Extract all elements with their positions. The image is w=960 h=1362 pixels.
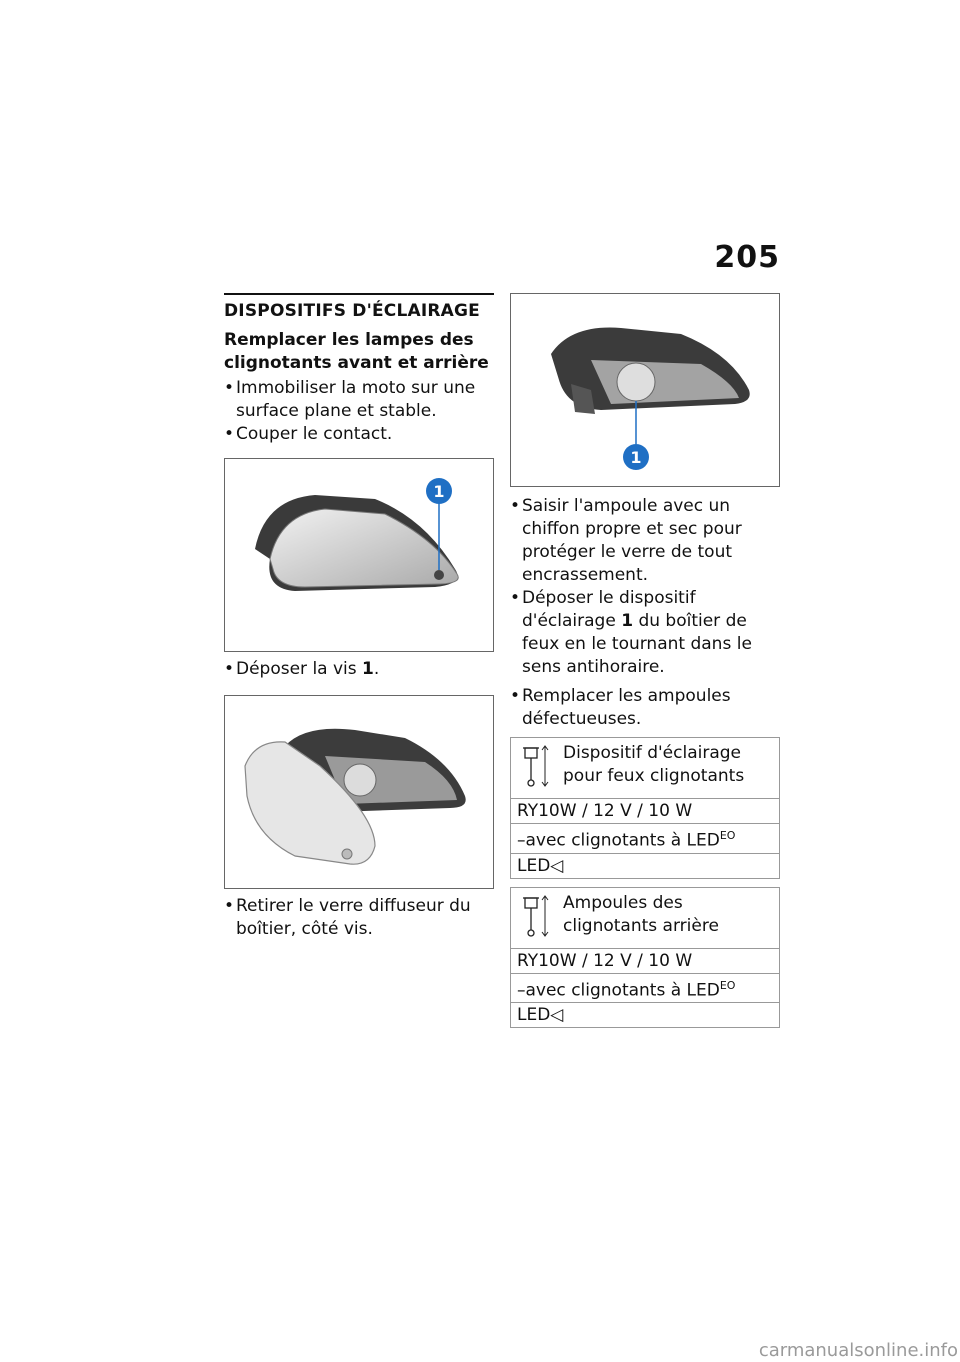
spec-option-front: –avec clignotants à $LED^{EO}$ bbox=[511, 824, 779, 854]
step-hold-bulb: • Saisir l'ampoule avec un chiffon propre et sec pour protéger le verre de tout encrassement. bbox=[510, 495, 780, 587]
step-park-bike: • Immobiliser la moto sur une surface plane et stable. bbox=[224, 377, 494, 423]
spec-header-front: Dispositif d'éclairage pour feux clignotants bbox=[563, 743, 745, 786]
page-number: 205 bbox=[714, 240, 780, 275]
step-ignition-off: • Couper le contact. bbox=[224, 423, 494, 446]
callout-number-2: 1 bbox=[630, 448, 642, 467]
step-remove-screw: • Déposer la vis 1. bbox=[224, 658, 494, 681]
spec-value-front: RY10W / 12 V / 10 W bbox=[511, 799, 779, 824]
callout-number-1: 1 bbox=[433, 482, 445, 501]
step-remove-light: • Déposer le dispositif d'éclairage 1 du boîtier de feux en le tournant dans le sens antihoraire. bbox=[510, 587, 780, 679]
left-column bbox=[224, 293, 494, 941]
spec-header-rear: Ampoules des clignotants arrière bbox=[563, 892, 719, 936]
spec-option-rear: –avec clignotants à $LED^{EO}$ bbox=[511, 974, 779, 1004]
figure-bulb-socket bbox=[510, 293, 780, 487]
spec-led-front: LED◁ bbox=[517, 855, 564, 876]
bulb-spec-icon bbox=[517, 892, 557, 940]
section-title: DISPOSITIFS D'ÉCLAIRAGE bbox=[224, 301, 480, 321]
right-column bbox=[510, 293, 780, 1028]
footer-watermark: carmanualsonline.info bbox=[758, 1340, 958, 1361]
step-remove-lens: • Retirer le verre diffuseur du boîtier, côté vis. bbox=[224, 895, 494, 941]
spec-table-rear bbox=[510, 887, 780, 1029]
figure-indicator-screw bbox=[224, 458, 494, 652]
spec-value-rear: RY10W / 12 V / 10 W bbox=[511, 949, 779, 974]
spec-led-rear: LED◁ bbox=[517, 1005, 564, 1026]
bulb-spec-icon bbox=[517, 742, 557, 790]
procedure-title: Remplacer les lampes des clignotants avant et arrière bbox=[224, 330, 489, 373]
spec-table-front bbox=[510, 737, 780, 879]
figure-lens-removed bbox=[224, 695, 494, 889]
section-rule bbox=[224, 293, 494, 295]
step-replace-bulbs: • Remplacer les ampoules défectueuses. bbox=[510, 685, 780, 731]
